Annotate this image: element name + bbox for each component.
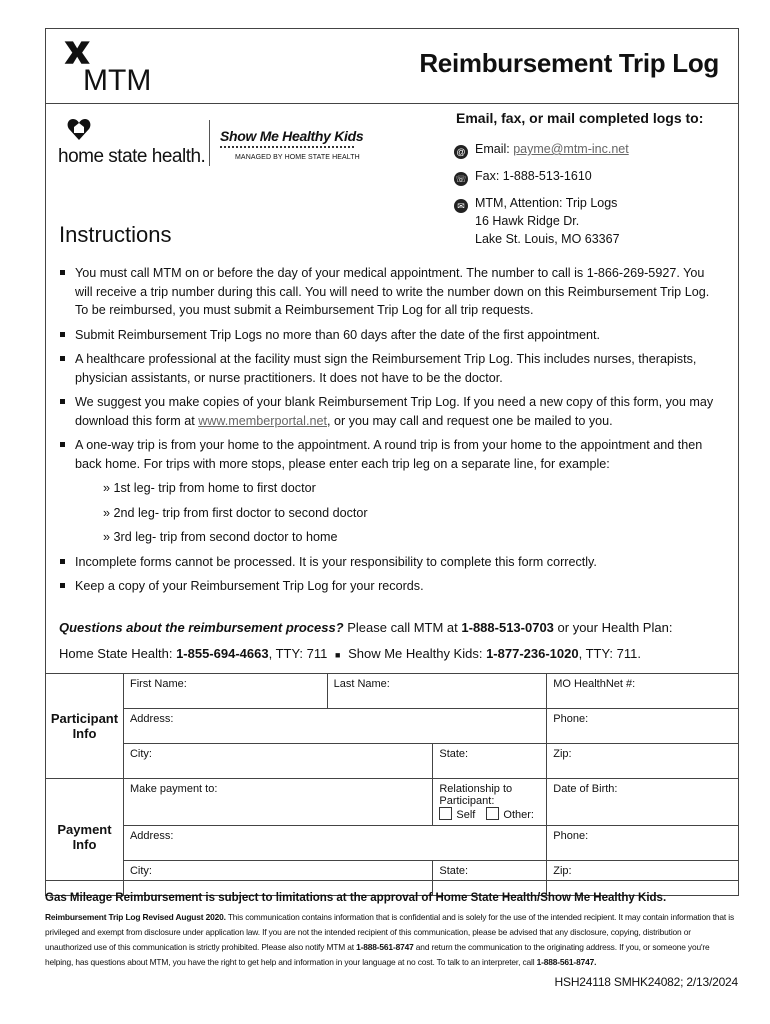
contact-mail-row: ✉ MTM, Attention: Trip Logs 16 Hawk Ridge Dr. Lake St. Louis, MO 63367 [454,194,620,248]
heart-icon [66,118,92,142]
smhk-logo: Show Me Healthy Kids [220,128,364,144]
contact-email-row: @ Email: payme@mtm-inc.net [454,140,629,159]
participant-address-field[interactable]: Address: [123,709,546,744]
logo-divider [209,120,210,166]
contact-heading: Email, fax, or mail completed logs to: [456,110,704,126]
trip-leg-3: » 3rd leg- trip from second doctor to home [103,530,338,544]
list-item: We suggest you make copies of your blank Reimbursement Trip Log. If you need a new copy of this form, you may download this form at www.memberportal.net, or you may call and request one be mailed to you. [59,393,724,430]
mail-icon: ✉ [454,199,468,213]
gas-mileage-note: Gas Mileage Reimbursement is subject to limitations at the approval of Home State Health/Show Me Healthy Kids. [45,892,667,904]
home-state-health-logo [58,118,206,168]
questions-line: Questions about the reimbursement process? Please call MTM at 1-888-513-0703 or your Health Plan: [59,620,673,635]
home-state-health-text: home state health. [58,146,206,167]
list-item: A healthcare professional at the facility must sign the Reimbursement Trip Log. This includes nurses, therapists, physician assistants, or nurse practitioners. It does not have to be the doctor. [59,350,724,387]
info-table [45,673,739,896]
mtm-logo [59,40,219,97]
document-code: HSH24118 SMHK24082; 2/13/2024 [554,975,738,989]
fax-icon: ☏ [455,174,467,184]
page-title: Reimbursement Trip Log [419,48,719,78]
first-name-field[interactable]: First Name: [123,674,327,709]
mtm-logo-text: MTM [83,64,152,92]
payment-city-field[interactable]: City: [123,861,432,896]
dob-field[interactable]: Date of Birth: [547,779,739,826]
smhk-subtitle: MANAGED BY HOME STATE HEALTH [235,154,360,161]
trip-leg-1: » 1st leg- trip from home to first doctor [103,481,316,495]
relationship-field: Relationship to Participant: Self Other: [433,779,547,826]
list-item: You must call MTM on or before the day of your medical appointment. The number to call is 1-866-269-5927. You will receive a trip number during this call. You will need to write the number down on this Reimbursement Trip Log. To be reimbursed, you must submit a Reimbursement Trip Log for all trip requests. [59,264,724,320]
payment-address-field[interactable]: Address: [123,826,546,861]
participant-zip-field[interactable]: Zip: [547,744,739,779]
list-item: Submit Reimbursement Trip Logs no more than 60 days after the date of the first appointment. [59,326,724,345]
mo-healthnet-field[interactable]: MO HealthNet #: [547,674,739,709]
list-item: A one-way trip is from your home to the appointment. A round trip is from your home to the appointment and then back home. For trips with more stops, please enter each trip leg on a separate line, for example: [59,436,724,473]
other-checkbox[interactable] [486,807,499,820]
fine-print: Reimbursement Trip Log Revised August 2020. This communication contains information that is confidential and is solely for the use of the intended recipient. It may contain information that is privileged and exempt from disclosure under application law. If you are not the intended recipient of this communication, please be advised that any disclosure, copying, distribution or unauthorized use of this communication is strictly prohibited. Please also notify MTM at 1-888-561-8747 and return the communication to the originating address. If you, or someone you're helping, has questions about MTM, you have the right to get help and information in your language at no cost. To talk to an interpreter, call 1-888-561-8747. [45,912,734,967]
participant-state-field[interactable]: State: [433,744,547,779]
make-payment-field[interactable]: Make payment to: [123,779,432,826]
list-item: Keep a copy of your Reimbursement Trip Log for your records. [59,577,724,596]
smhk-dotted-rule [220,146,354,148]
memberportal-link[interactable]: www.memberportal.net [198,413,327,428]
last-name-field[interactable]: Last Name: [327,674,547,709]
participant-city-field[interactable]: City: [123,744,432,779]
header [45,28,739,104]
list-item: Incomplete forms cannot be processed. It is your responsibility to complete this form correctly. [59,553,724,572]
participant-info-label: Participant Info [46,674,124,779]
payment-info-label: Payment Info [46,779,124,896]
self-checkbox[interactable] [439,807,452,820]
payment-zip-field[interactable]: Zip: [547,861,739,896]
email-link[interactable]: payme@mtm-inc.net [513,142,629,156]
email-icon: @ [454,145,468,159]
payment-phone-field[interactable]: Phone: [547,826,739,861]
payment-state-field[interactable]: State: [433,861,547,896]
health-plan-line: Home State Health: 1-855-694-4663, TTY: 711 ■ Show Me Healthy Kids: 1-877-236-1020, TTY: 711. [59,646,641,661]
participant-phone-field[interactable]: Phone: [547,709,739,744]
contact-fax-row: ☏ Fax: 1-888-513-1610 [455,169,592,184]
trip-leg-2: » 2nd leg- trip from first doctor to second doctor [103,505,368,520]
instructions-list [59,264,724,602]
instructions-title: Instructions [59,222,172,247]
